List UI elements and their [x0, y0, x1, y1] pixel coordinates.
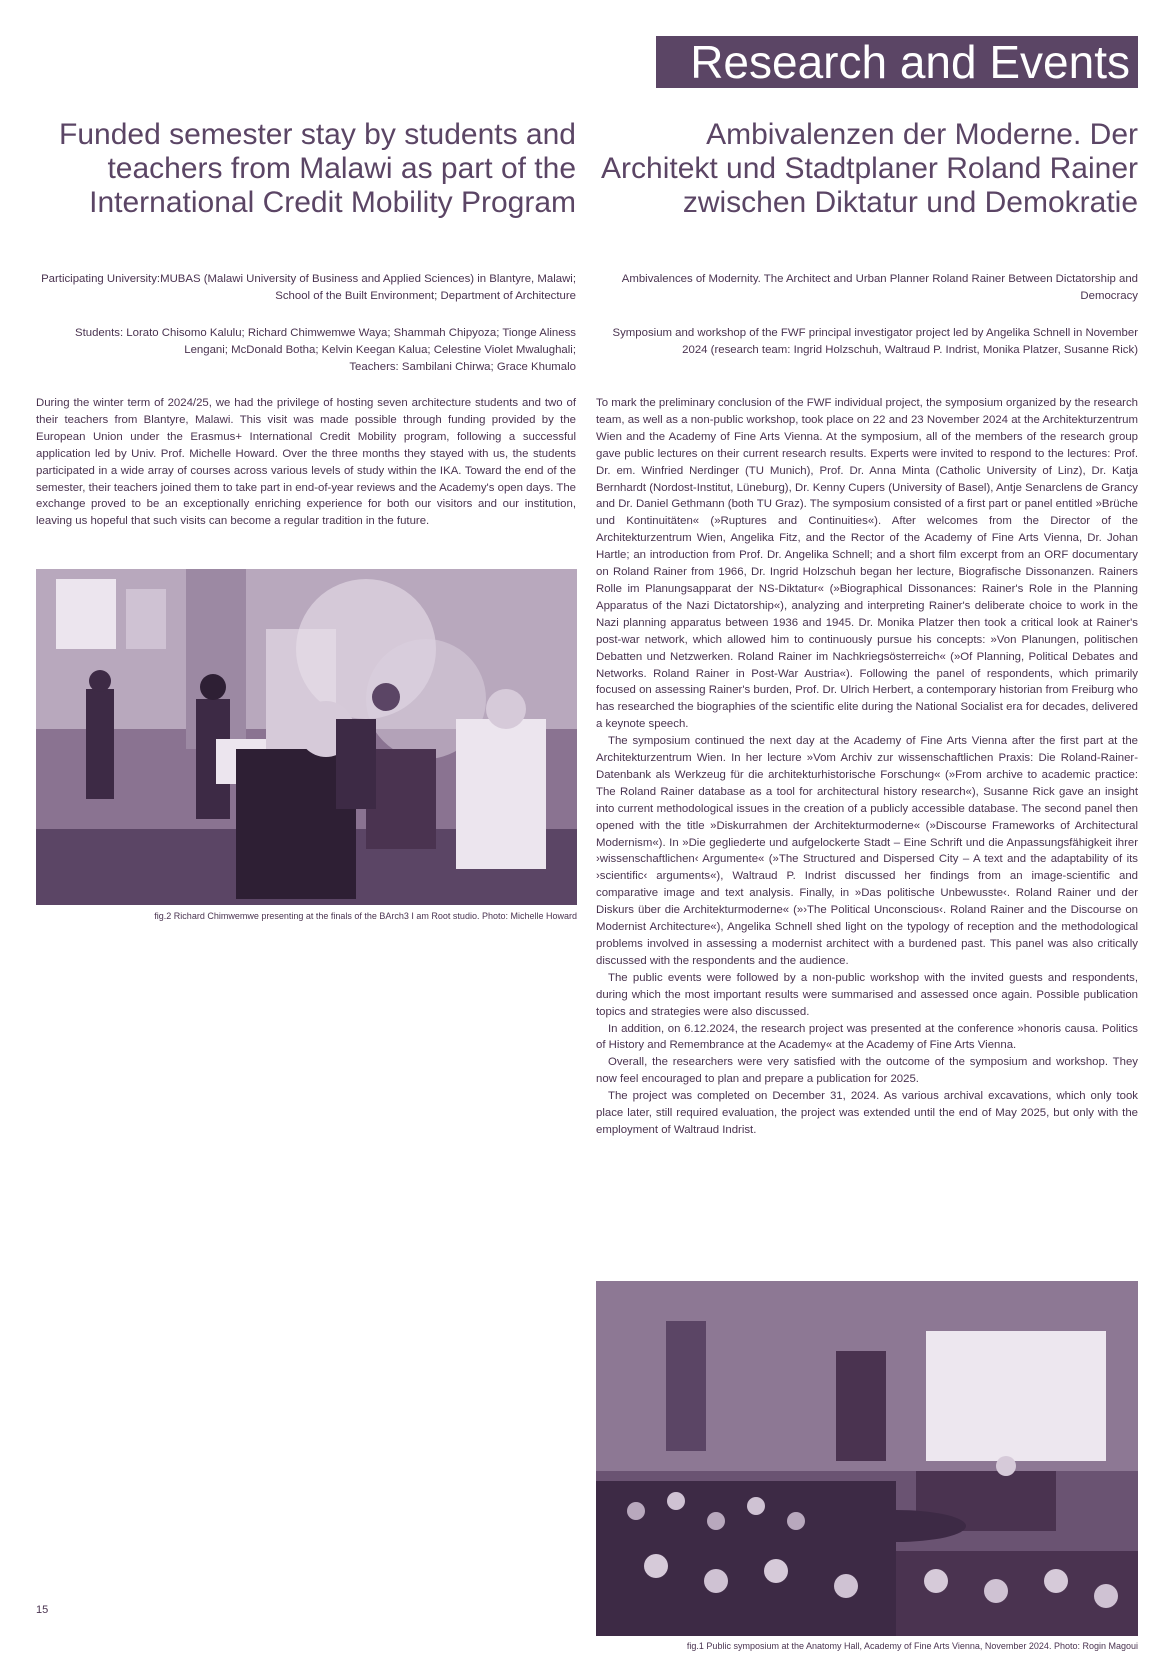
studio-photo-illustration	[36, 569, 577, 905]
right-article-body	[596, 395, 1138, 1139]
body-paragraph: To mark the preliminary conclusion of the FWF individual project, the symposium organized by the research team, as well as a non-public workshop, took place on 22 and 23 November 2024 at the Architekturzentrum Wien and the Academy of Fine Arts Vienna. At the symposium, all of the members of the research group gave public lectures on their current research results. Experts were invited to respond to the lectures: Prof. Dr. em. Winfried Nerdinger (TU Munich), Prof. Dr. Anna Minta (Catholic University of Linz), Dr. Katja Bernhardt (Nordost-Institut, Lüneburg), Dr. Kenny Cupers (University of Basel), Antje Senarclens de Grancy and Dr. Daniel Gethmann (both TU Graz). The symposium consisted of a first part or panel entitled »Brüche und Kontinuitäten« (»Ruptures and Continuities«). After welcomes from the Director of the Architekturzentrum Wien, Angelika Fitz, and the Rector of the Academy of Fine Arts Vienna, Dr. Johan Hartle; an introduction from Prof. Dr. Angelika Schnell; and a short film excerpt from an ORF documentary on Roland Rainer from 1966, Dr. Ingrid Holzschuh began her lecture, Biografische Dissonanzen. Rainers Rolle im Planungsapparat der NS-Diktatur« (»Biographical Dissonances: Rainer's Role in the Planning Apparatus of the Nazi Dictatorship«), analyzing and interpreting Rainer's deliberate choice to work in the Nazi planning apparatus between 1936 and 1945. Dr. Monika Platzer then took a critical look at Rainer's post-war network, which allowed him to continuously pursue his concepts: »Von Planungen, politischen Debatten und Netzwerken. Roland Rainer im Nachkriegsösterreich« (»Of Planning, Political Debates and Networks. Roland Rainer in Post-War Austria«). Following the panel of respondents, which primarily focused on assessing Rainer's burden, Prof. Dr. Ulrich Herbert, a contemporary historian from Freiburg who has researched the biographies of the scientific elite during the National Socialist era for decades, delivered a keynote speech.	[596, 397, 1138, 731]
symposium-photo-illustration	[596, 1281, 1138, 1636]
left-article-body: During the winter term of 2024/25, we had the privilege of hosting seven architecture students and two of their teachers from Blantyre, Malawi. This visit was made possible through funding provided by the European Union under the Erasmus+ International Credit Mobility program, following a successful application led by Univ. Prof. Michelle Howard. Over the three months they stayed with us, the students participated in a wide array of courses across various levels of study within the IKA. Toward the end of the semester, their teachers joined them to take part in end-of-year reviews and the Academy's open days. The exchange proved to be an exceptionally enriching experience for both our visitors and our institution, leaving us hopeful that such visits can become a regular tradition in the future.	[36, 397, 576, 528]
symposium-photo	[596, 1281, 1138, 1636]
studio-presentation-photo	[36, 569, 577, 905]
body-paragraph: In addition, on 6.12.2024, the research project was presented at the conference »honoris causa. Politics of History and Remembrance at the Academy« at the Academy of Fine Arts Vienna.	[596, 1022, 1138, 1052]
page-number: 15	[36, 1604, 49, 1616]
students-line: Students: Lorato Chisomo Kalulu; Richard Chimwemwe Waya; Shammah Chipyoza; Tionge Aliness Lengani; McDonald Botha; Kelvin Keegan Kalua; Celestine Violet Mwalughali;	[75, 327, 576, 356]
body-paragraph: The public events were followed by a non-public workshop with the invited guests and respondents, during which the most important results were summarised and assessed once again. Possible publication topics and strategies were also discussed.	[596, 971, 1138, 1018]
teachers-line: Teachers: Sambilani Chirwa; Grace Khumalo	[349, 361, 576, 373]
participants-list	[36, 325, 576, 376]
right-article-subtitle: Ambivalences of Modernity. The Architect and Urban Planner Roland Rainer Between Dictatorship and Democracy	[621, 273, 1138, 302]
left-article-headline: Funded semester stay by students and teachers from Malawi as part of the International Credit Mobility Program	[59, 118, 576, 219]
section-banner: Research and Events	[656, 36, 1138, 88]
body-paragraph: The project was completed on December 31, 2024. As various archival excavations, which only took place later, still required evaluation, the project was extended until the end of May 2025, but only with the employment of Waltraud Indrist.	[596, 1090, 1138, 1136]
fig2-caption: fig.2 Richard Chimwemwe presenting at the finals of the BArch3 I am Root studio. Photo: Michelle Howard	[154, 911, 577, 921]
fig1-caption: fig.1 Public symposium at the Anatomy Hall, Academy of Fine Arts Vienna, November 2024. Photo: Rogin Magoui	[686, 1641, 1138, 1651]
project-info: Symposium and workshop of the FWF principal investigator project led by Angelika Schnell in November 2024 (research team: Ingrid Holzschuh, Waltraud P. Indrist, Monika Platzer, Susanne Rick)	[612, 327, 1138, 356]
right-article-headline: Ambivalenzen der Moderne. Der Architekt und Stadtplaner Roland Rainer zwischen Diktatur und Demokratie	[601, 118, 1138, 219]
body-paragraph: The symposium continued the next day at the Academy of Fine Arts Vienna after the first part at the Architekturzentrum Wien. In her lecture »Vom Archiv zur wissenschaftlichen Praxis: Die Roland-Rainer-Datenbank als Werkzeug für die architekturhistorische Forschung« (»From archive to academic practice: The Roland Rainer database as a tool for architectural history research«), Susanne Rick gave an insight into current methodological issues in the creation of a publicly accessible database. The second panel then opened with the title »Diskurrahmen der Architekturmoderne« (»Discourse Frameworks of Architectural Modernism«). In »Die gegliederte und aufgelockerte Stadt – Eine Schrift und die Anpassungsfähigkeit ihrer ›wissenschaftlichen‹ Argumente« (»The Structured and Dispersed City – A text and the adaptability of its ›scientific‹ arguments«), Waltraud P. Indrist discussed her findings from an image-scientific and comparative image and text analysis. Finally, in »Das politische Unbewusste‹. Roland Rainer und der Diskurs über die Architekturmoderne« (»›The Political Unconscious‹. Roland Rainer and the Discourse on Modernist Architecture«), Angelika Schnell shed light on the typology of reception and the methodological problems involved in assessing a modernist architect with a burdened past. This panel was also critically discussed with the respondents and the audience.	[596, 735, 1138, 967]
body-paragraph: Overall, the researchers were very satisfied with the outcome of the symposium and workshop. They now feel encouraged to plan and prepare a publication for 2025.	[596, 1056, 1138, 1086]
participating-university: Participating University:MUBAS (Malawi University of Business and Applied Sciences) in Blantyre, Malawi; School of the Built Environment; Department of Architecture	[41, 273, 576, 302]
